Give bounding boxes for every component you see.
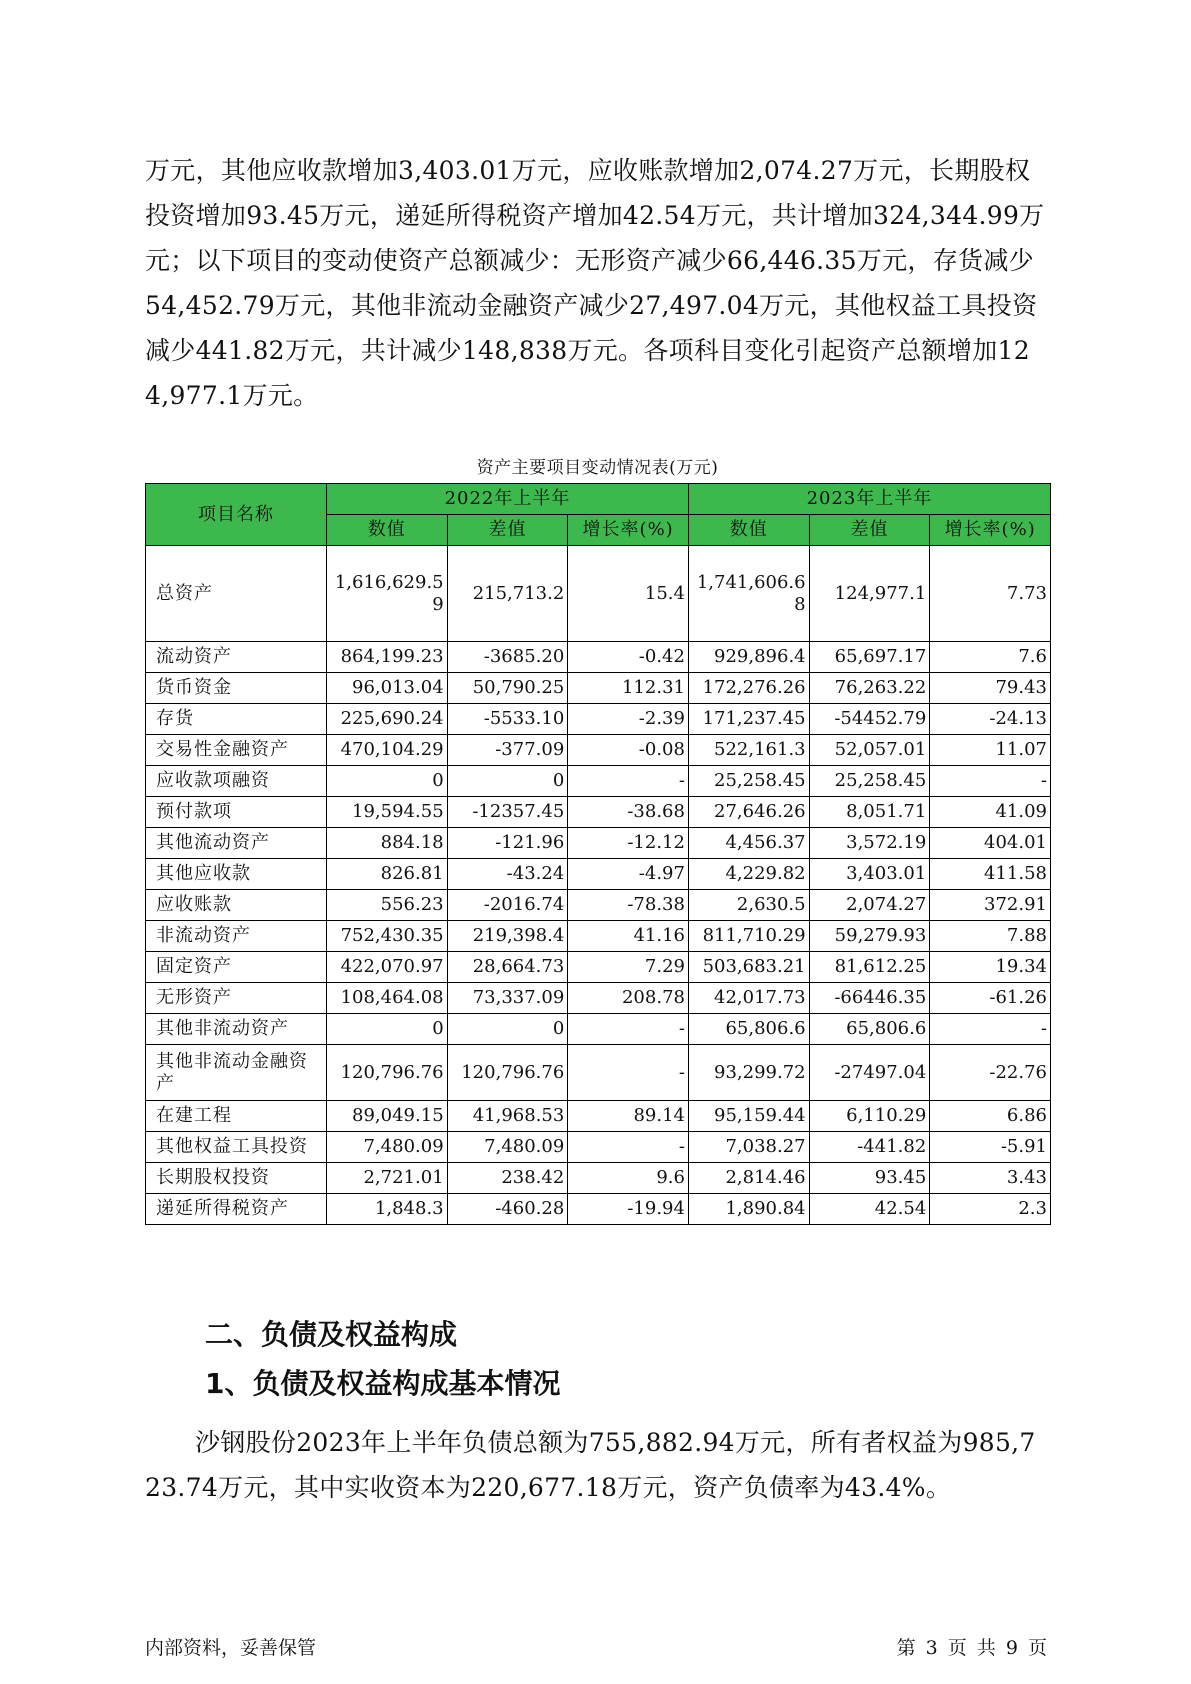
cell-growth-2023: - — [930, 766, 1051, 797]
cell-value-2022: 470,104.29 — [326, 735, 447, 766]
cell-growth-2022: - — [568, 766, 689, 797]
table-row — [146, 1014, 1051, 1045]
cell-diff-2022: 41,968.53 — [447, 1101, 568, 1132]
table-row — [146, 735, 1051, 766]
cell-diff-2023: -27497.04 — [809, 1045, 930, 1101]
cell-growth-2022: -2.39 — [568, 704, 689, 735]
table-row — [146, 1194, 1051, 1225]
cell-item-name: 非流动资产 — [146, 921, 327, 952]
cell-diff-2023: -66446.35 — [809, 983, 930, 1014]
table-header-row-periods — [146, 484, 1051, 515]
cell-growth-2023: 7.88 — [930, 921, 1051, 952]
column-header-2023: 2023年上半年 — [688, 484, 1050, 515]
footer-confidential-note: 内部资料，妥善保管 — [145, 1637, 317, 1659]
cell-growth-2023: -22.76 — [930, 1045, 1051, 1101]
cell-diff-2023: 65,806.6 — [809, 1014, 930, 1045]
cell-diff-2022: 73,337.09 — [447, 983, 568, 1014]
cell-diff-2023: 6,110.29 — [809, 1101, 930, 1132]
cell-item-name: 存货 — [146, 704, 327, 735]
cell-value-2022: 7,480.09 — [326, 1132, 447, 1163]
cell-diff-2022: 0 — [447, 766, 568, 797]
cell-growth-2022: - — [568, 1045, 689, 1101]
cell-value-2022: 96,013.04 — [326, 673, 447, 704]
section-heading: 二、负债及权益构成 — [205, 1318, 458, 1351]
cell-diff-2022: -460.28 — [447, 1194, 568, 1225]
cell-value-2022: 864,199.23 — [326, 642, 447, 673]
column-header-item-name: 项目名称 — [146, 484, 327, 546]
cell-value-2022: 556.23 — [326, 890, 447, 921]
cell-growth-2023: 79.43 — [930, 673, 1051, 704]
column-header-value-2022: 数值 — [326, 515, 447, 546]
cell-growth-2022: 7.29 — [568, 952, 689, 983]
table-row — [146, 1132, 1051, 1163]
cell-item-name: 固定资产 — [146, 952, 327, 983]
cell-diff-2022: -3685.20 — [447, 642, 568, 673]
cell-growth-2022: 9.6 — [568, 1163, 689, 1194]
cell-value-2023: 811,710.29 — [688, 921, 809, 952]
cell-diff-2022: 7,480.09 — [447, 1132, 568, 1163]
table-row — [146, 1101, 1051, 1132]
cell-growth-2022: 15.4 — [568, 546, 689, 642]
cell-item-name: 在建工程 — [146, 1101, 327, 1132]
table-row — [146, 766, 1051, 797]
cell-value-2022: 108,464.08 — [326, 983, 447, 1014]
cell-item-name: 其他非流动资产 — [146, 1014, 327, 1045]
cell-growth-2023: 404.01 — [930, 828, 1051, 859]
cell-growth-2022: - — [568, 1014, 689, 1045]
table-row — [146, 546, 1051, 642]
cell-value-2022: 826.81 — [326, 859, 447, 890]
cell-value-2022: 1,616,629.59 — [326, 546, 447, 642]
cell-value-2023: 93,299.72 — [688, 1045, 809, 1101]
cell-value-2023: 2,630.5 — [688, 890, 809, 921]
cell-value-2023: 172,276.26 — [688, 673, 809, 704]
cell-diff-2023: 3,572.19 — [809, 828, 930, 859]
cell-growth-2022: -19.94 — [568, 1194, 689, 1225]
cell-growth-2022: -38.68 — [568, 797, 689, 828]
cell-value-2023: 1,741,606.68 — [688, 546, 809, 642]
cell-value-2023: 522,161.3 — [688, 735, 809, 766]
cell-value-2023: 929,896.4 — [688, 642, 809, 673]
cell-growth-2022: -78.38 — [568, 890, 689, 921]
column-header-diff-2022: 差值 — [447, 515, 568, 546]
table-row — [146, 952, 1051, 983]
cell-diff-2022: -377.09 — [447, 735, 568, 766]
cell-growth-2023: -24.13 — [930, 704, 1051, 735]
intro-paragraph: 万元，其他应收款增加3,403.01万元，应收账款增加2,074.27万元，长期股权投资增加93.45万元，递延所得税资产增加42.54万元，共计增加324,344.99万元；以下项目的变动使资产总额减少：无形资产减少66,446.35万元，存货减少54,452.79万元，其他非流动金融资产减少27,497.04万元，其他权益工具投资减少441.82万元，共计减少148,838万元。各项科目变化引起资产总额增加124,977.1万元。 — [145, 156, 1045, 410]
cell-growth-2023: 2.3 — [930, 1194, 1051, 1225]
cell-growth-2023: 411.58 — [930, 859, 1051, 890]
cell-value-2023: 42,017.73 — [688, 983, 809, 1014]
cell-item-name: 无形资产 — [146, 983, 327, 1014]
cell-growth-2022: -0.42 — [568, 642, 689, 673]
cell-diff-2023: 8,051.71 — [809, 797, 930, 828]
cell-item-name: 其他非流动金融资产 — [146, 1045, 327, 1101]
cell-growth-2022: 89.14 — [568, 1101, 689, 1132]
cell-value-2023: 1,890.84 — [688, 1194, 809, 1225]
cell-diff-2022: 50,790.25 — [447, 673, 568, 704]
cell-value-2023: 27,646.26 — [688, 797, 809, 828]
cell-diff-2023: 93.45 — [809, 1163, 930, 1194]
cell-value-2023: 503,683.21 — [688, 952, 809, 983]
cell-growth-2022: -0.08 — [568, 735, 689, 766]
cell-item-name: 总资产 — [146, 546, 327, 642]
cell-item-name: 长期股权投资 — [146, 1163, 327, 1194]
table-row — [146, 1163, 1051, 1194]
cell-value-2022: 225,690.24 — [326, 704, 447, 735]
table-row — [146, 859, 1051, 890]
cell-growth-2023: 6.86 — [930, 1101, 1051, 1132]
cell-growth-2022: 112.31 — [568, 673, 689, 704]
cell-diff-2022: 28,664.73 — [447, 952, 568, 983]
table-row — [146, 983, 1051, 1014]
cell-diff-2022: 215,713.2 — [447, 546, 568, 642]
cell-diff-2023: -54452.79 — [809, 704, 930, 735]
cell-diff-2022: -2016.74 — [447, 890, 568, 921]
table-row — [146, 673, 1051, 704]
cell-value-2023: 7,038.27 — [688, 1132, 809, 1163]
cell-item-name: 流动资产 — [146, 642, 327, 673]
cell-diff-2023: 3,403.01 — [809, 859, 930, 890]
column-header-growth-2023: 增长率(%) — [930, 515, 1051, 546]
closing-paragraph: 沙钢股份2023年上半年负债总额为755,882.94万元，所有者权益为985,723.74万元，其中实收资本为220,677.18万元，资产负债率为43.4%。 — [145, 1428, 1036, 1502]
cell-diff-2023: 25,258.45 — [809, 766, 930, 797]
cell-diff-2022: 120,796.76 — [447, 1045, 568, 1101]
cell-diff-2023: 81,612.25 — [809, 952, 930, 983]
cell-diff-2022: -12357.45 — [447, 797, 568, 828]
cell-growth-2022: 208.78 — [568, 983, 689, 1014]
cell-value-2023: 65,806.6 — [688, 1014, 809, 1045]
cell-value-2022: 0 — [326, 766, 447, 797]
cell-item-name: 递延所得税资产 — [146, 1194, 327, 1225]
table-row — [146, 828, 1051, 859]
cell-value-2022: 120,796.76 — [326, 1045, 447, 1101]
cell-value-2022: 752,430.35 — [326, 921, 447, 952]
cell-value-2023: 95,159.44 — [688, 1101, 809, 1132]
cell-diff-2023: 124,977.1 — [809, 546, 930, 642]
cell-diff-2023: 2,074.27 — [809, 890, 930, 921]
cell-diff-2022: 0 — [447, 1014, 568, 1045]
table-row — [146, 642, 1051, 673]
table-body — [146, 546, 1051, 1225]
cell-growth-2023: - — [930, 1014, 1051, 1045]
asset-change-table — [145, 483, 1051, 1225]
cell-diff-2022: -5533.10 — [447, 704, 568, 735]
cell-growth-2023: -61.26 — [930, 983, 1051, 1014]
footer-page-number: 第 3 页 共 9 页 — [896, 1637, 1049, 1659]
table-row — [146, 921, 1051, 952]
cell-value-2022: 2,721.01 — [326, 1163, 447, 1194]
cell-diff-2023: 65,697.17 — [809, 642, 930, 673]
cell-item-name: 其他应收款 — [146, 859, 327, 890]
column-header-diff-2023: 差值 — [809, 515, 930, 546]
table-row — [146, 890, 1051, 921]
cell-diff-2022: 219,398.4 — [447, 921, 568, 952]
cell-diff-2023: 52,057.01 — [809, 735, 930, 766]
cell-value-2022: 1,848.3 — [326, 1194, 447, 1225]
cell-growth-2023: 19.34 — [930, 952, 1051, 983]
cell-value-2023: 2,814.46 — [688, 1163, 809, 1194]
cell-item-name: 应收款项融资 — [146, 766, 327, 797]
cell-diff-2023: 76,263.22 — [809, 673, 930, 704]
cell-diff-2023: 59,279.93 — [809, 921, 930, 952]
cell-value-2023: 25,258.45 — [688, 766, 809, 797]
cell-growth-2022: -12.12 — [568, 828, 689, 859]
cell-diff-2022: 238.42 — [447, 1163, 568, 1194]
cell-item-name: 应收账款 — [146, 890, 327, 921]
cell-growth-2023: 3.43 — [930, 1163, 1051, 1194]
cell-value-2022: 884.18 — [326, 828, 447, 859]
table-row — [146, 704, 1051, 735]
table-row — [146, 1045, 1051, 1101]
cell-value-2022: 0 — [326, 1014, 447, 1045]
cell-growth-2023: 7.6 — [930, 642, 1051, 673]
cell-item-name: 其他权益工具投资 — [146, 1132, 327, 1163]
cell-value-2023: 4,229.82 — [688, 859, 809, 890]
cell-item-name: 其他流动资产 — [146, 828, 327, 859]
column-header-value-2023: 数值 — [688, 515, 809, 546]
table-caption: 资产主要项目变动情况表(万元) — [476, 458, 719, 478]
cell-growth-2023: 372.91 — [930, 890, 1051, 921]
cell-growth-2023: -5.91 — [930, 1132, 1051, 1163]
cell-growth-2023: 11.07 — [930, 735, 1051, 766]
cell-item-name: 交易性金融资产 — [146, 735, 327, 766]
cell-diff-2023: 42.54 — [809, 1194, 930, 1225]
cell-value-2023: 171,237.45 — [688, 704, 809, 735]
cell-growth-2022: 41.16 — [568, 921, 689, 952]
subsection-heading: 1、负债及权益构成基本情况 — [205, 1367, 561, 1400]
cell-growth-2023: 41.09 — [930, 797, 1051, 828]
cell-item-name: 货币资金 — [146, 673, 327, 704]
cell-value-2022: 422,070.97 — [326, 952, 447, 983]
cell-growth-2022: -4.97 — [568, 859, 689, 890]
cell-value-2023: 4,456.37 — [688, 828, 809, 859]
cell-value-2022: 89,049.15 — [326, 1101, 447, 1132]
cell-growth-2022: - — [568, 1132, 689, 1163]
cell-value-2022: 19,594.55 — [326, 797, 447, 828]
cell-diff-2023: -441.82 — [809, 1132, 930, 1163]
cell-diff-2022: -121.96 — [447, 828, 568, 859]
table-row — [146, 797, 1051, 828]
cell-growth-2023: 7.73 — [930, 546, 1051, 642]
column-header-2022: 2022年上半年 — [326, 484, 688, 515]
cell-diff-2022: -43.24 — [447, 859, 568, 890]
column-header-growth-2022: 增长率(%) — [568, 515, 689, 546]
cell-item-name: 预付款项 — [146, 797, 327, 828]
